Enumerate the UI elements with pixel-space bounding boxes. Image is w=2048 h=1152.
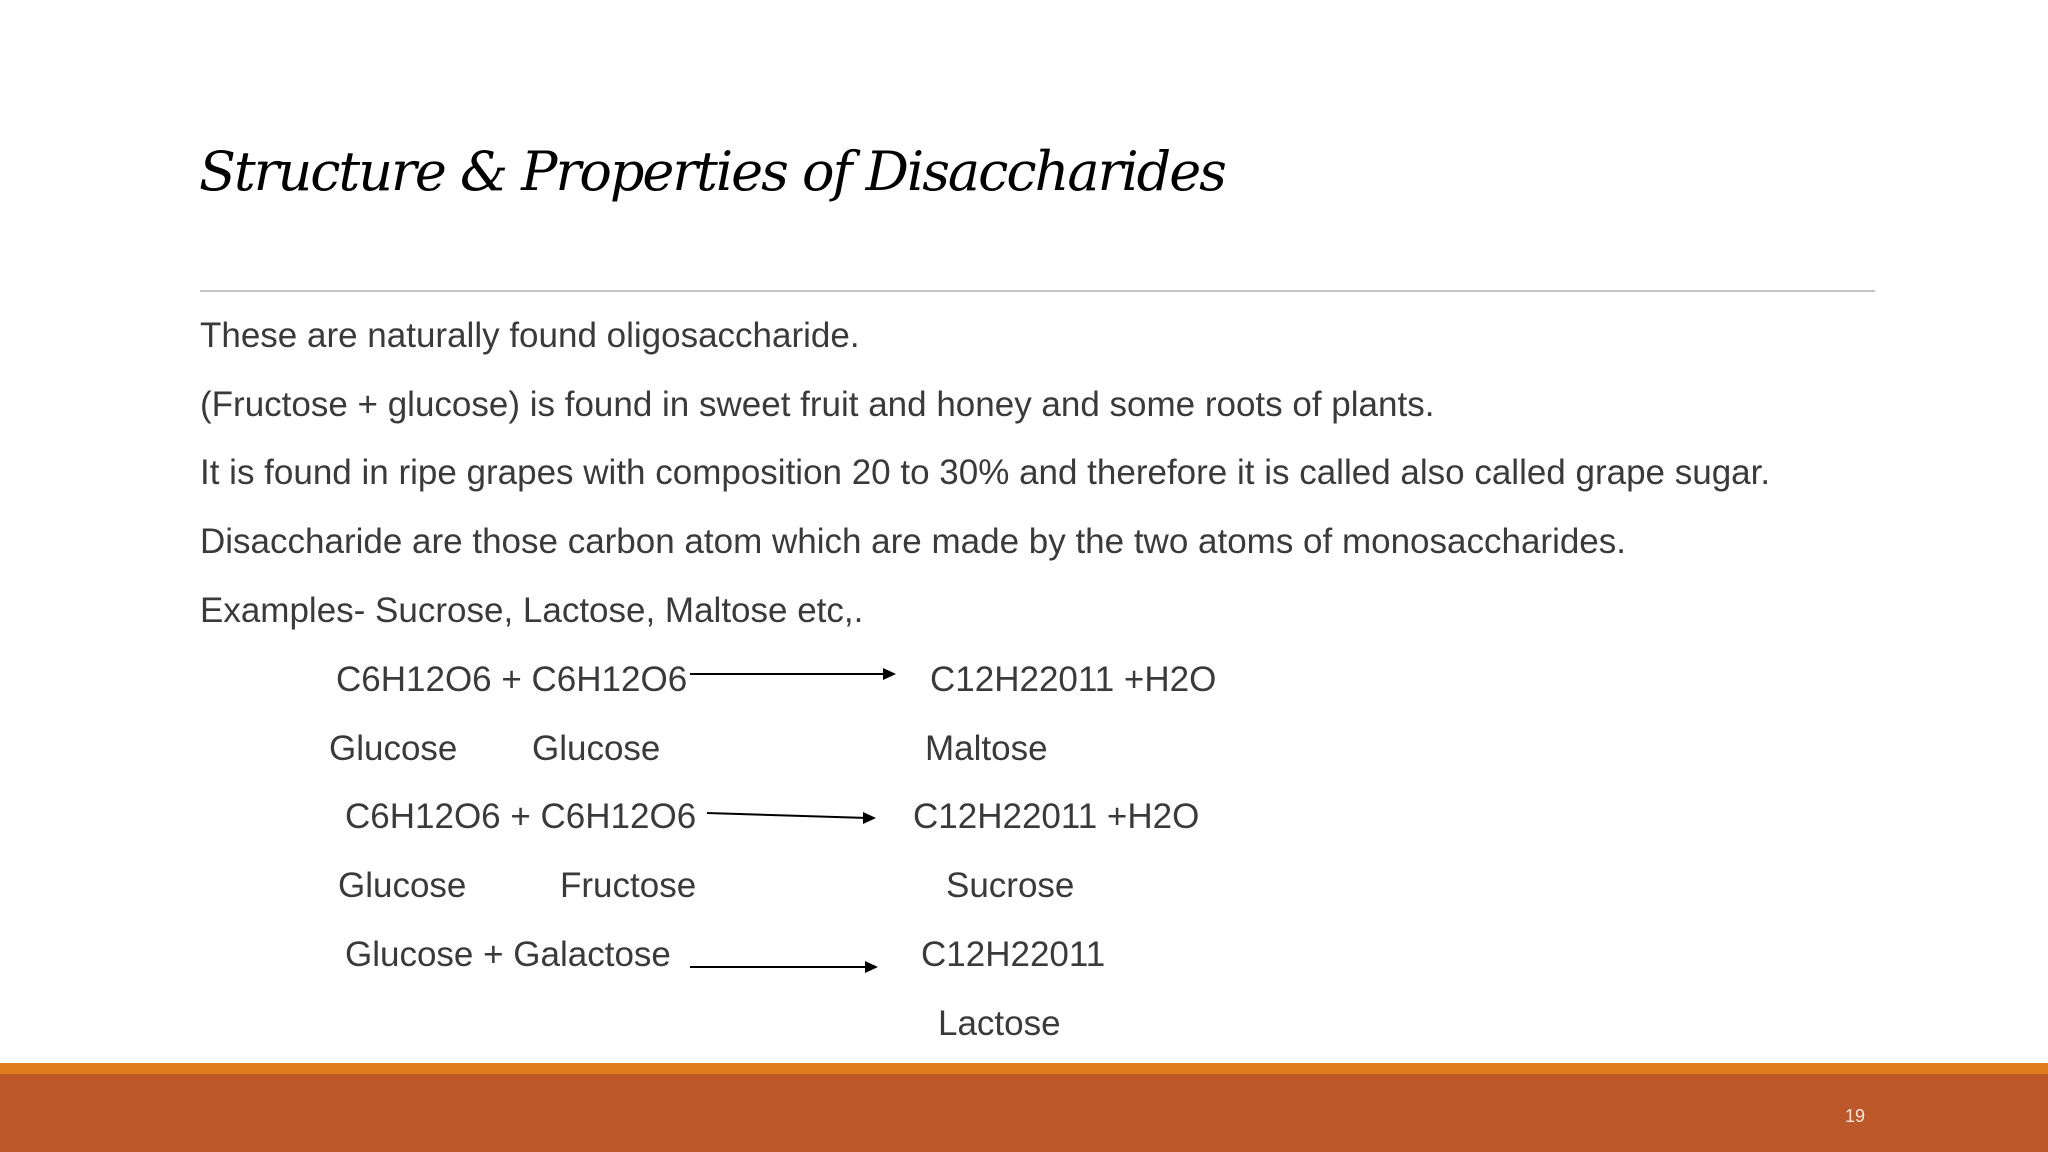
reaction-products: C12H22011 +H2O [913, 797, 1200, 836]
reaction-arrow-icon [688, 954, 888, 980]
reaction-reactants: Glucose + Galactose [345, 935, 671, 974]
bullet-line: Examples- Sucrose, Lactose, Maltose etc,. [200, 591, 864, 630]
title-divider [200, 290, 1875, 292]
reaction-arrow-icon [688, 661, 908, 687]
reaction-arrow-icon [705, 802, 885, 828]
reactant-label: Glucose [532, 729, 661, 768]
reaction-reactants: C6H12O6 + C6H12O6 [345, 797, 697, 836]
bullet-line: (Fructose + glucose) is found in sweet fruit and honey and some roots of plants. [200, 385, 1435, 424]
reaction-products: C12H22011 +H2O [930, 660, 1217, 699]
footer-stripe [0, 1063, 2048, 1074]
reactant-label: Fructose [560, 866, 697, 905]
reactant-label: Glucose [329, 729, 458, 768]
reactant-label: Glucose [338, 866, 467, 905]
bullet-line: It is found in ripe grapes with composition 20 to 30% and therefore it is called also called grape sugar. [200, 453, 1771, 492]
bullet-line: These are naturally found oligosaccharide. [200, 316, 860, 355]
bullet-line: Disaccharide are those carbon atom which are made by the two atoms of monosaccharides. [200, 522, 1626, 561]
product-label: Lactose [938, 1004, 1061, 1043]
slide-title: Structure & Properties of Disaccharides [199, 140, 1225, 203]
footer-bar [0, 1074, 2048, 1152]
reaction-reactants: C6H12O6 + C6H12O6 [336, 660, 688, 699]
page-number: 19 [1845, 1106, 1866, 1126]
product-label: Sucrose [946, 866, 1075, 905]
reaction-products: C12H22011 [921, 935, 1106, 974]
product-label: Maltose [925, 729, 1048, 768]
